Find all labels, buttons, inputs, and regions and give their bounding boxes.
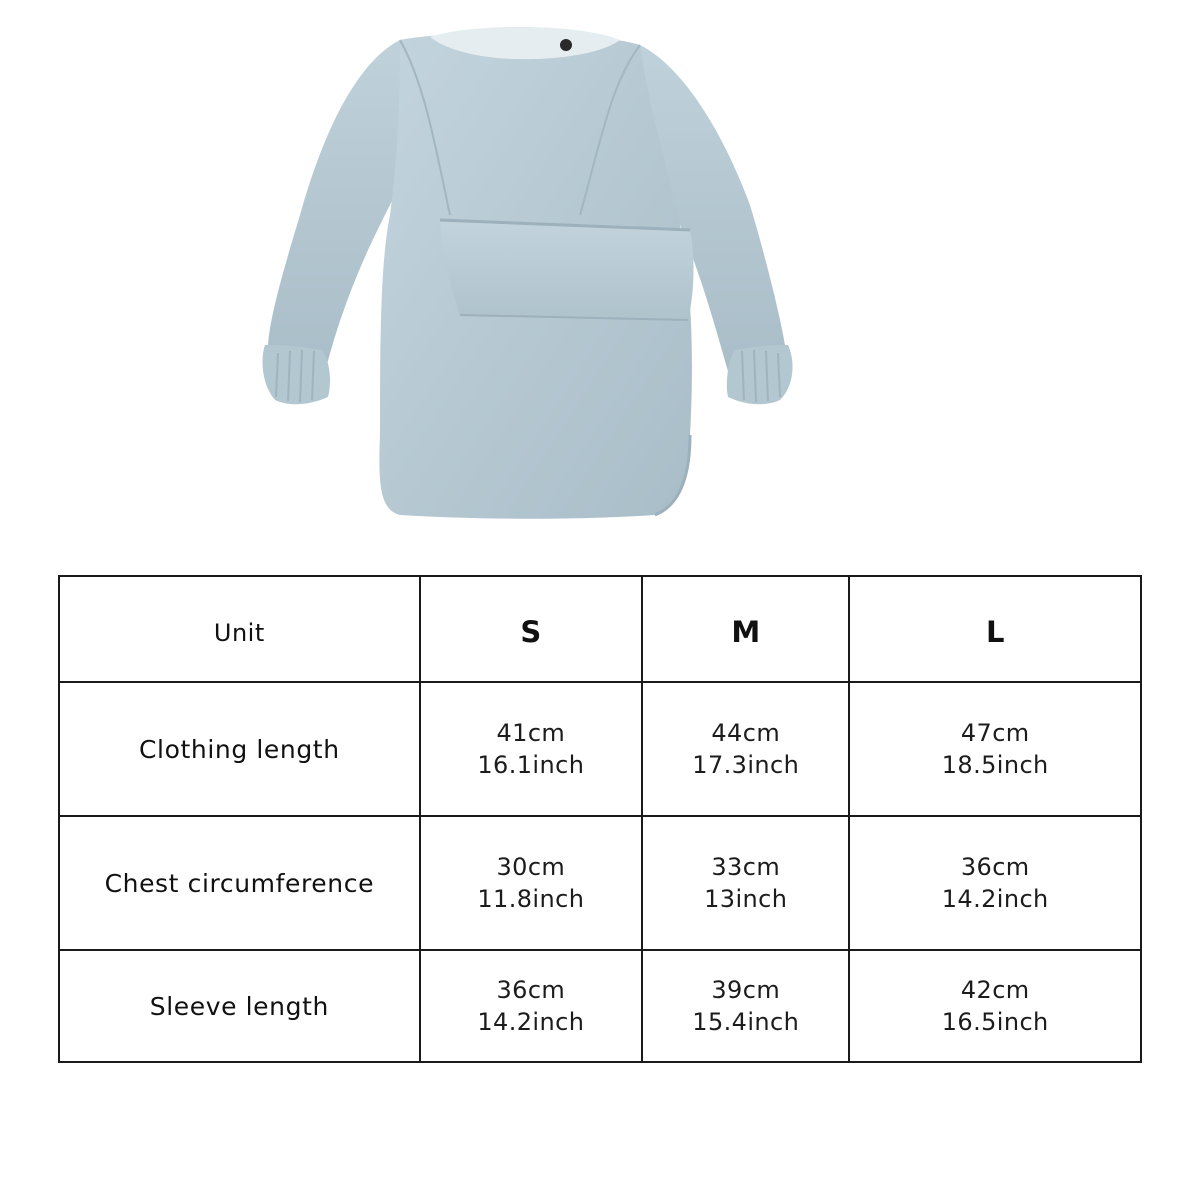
table-row <box>59 682 1141 816</box>
cm-value: 42cm <box>960 976 1030 1004</box>
inch-value: 11.8inch <box>477 885 585 913</box>
cm-value: 41cm <box>496 719 566 747</box>
row-label-clothing-length: Clothing length <box>59 682 420 816</box>
snap-button-icon <box>560 39 572 51</box>
smock-illustration <box>250 15 950 535</box>
product-image <box>250 15 950 535</box>
table-cell <box>420 816 642 950</box>
left-cuff <box>262 345 330 404</box>
table-cell <box>642 682 849 816</box>
table-cell <box>849 950 1141 1062</box>
row-label-sleeve-length: Sleeve length <box>59 950 420 1062</box>
inch-value: 17.3inch <box>692 751 800 779</box>
table-cell <box>420 682 642 816</box>
table-row <box>59 950 1141 1062</box>
table-cell <box>642 816 849 950</box>
inch-value: 16.1inch <box>477 751 585 779</box>
cm-value: 36cm <box>960 853 1030 881</box>
cm-value: 47cm <box>960 719 1030 747</box>
header-size-l: L <box>849 576 1141 682</box>
table-cell <box>849 816 1141 950</box>
size-chart-table <box>58 575 1142 1063</box>
inch-value: 15.4inch <box>692 1008 800 1036</box>
table-cell <box>849 682 1141 816</box>
cm-value: 33cm <box>711 853 781 881</box>
header-size-s: S <box>420 576 642 682</box>
table-header-row <box>59 576 1141 682</box>
table-cell <box>642 950 849 1062</box>
table-cell <box>420 950 642 1062</box>
header-size-m: M <box>642 576 849 682</box>
row-label-chest-circumference: Chest circumference <box>59 816 420 950</box>
header-unit: Unit <box>59 576 420 682</box>
cm-value: 39cm <box>711 976 781 1004</box>
cm-value: 44cm <box>711 719 781 747</box>
inch-value: 13inch <box>704 885 788 913</box>
inch-value: 18.5inch <box>941 751 1049 779</box>
cm-value: 36cm <box>496 976 566 1004</box>
cm-value: 30cm <box>496 853 566 881</box>
inch-value: 16.5inch <box>941 1008 1049 1036</box>
inch-value: 14.2inch <box>941 885 1049 913</box>
inch-value: 14.2inch <box>477 1008 585 1036</box>
front-pocket <box>440 220 694 320</box>
right-cuff <box>727 345 793 404</box>
table-row <box>59 816 1141 950</box>
